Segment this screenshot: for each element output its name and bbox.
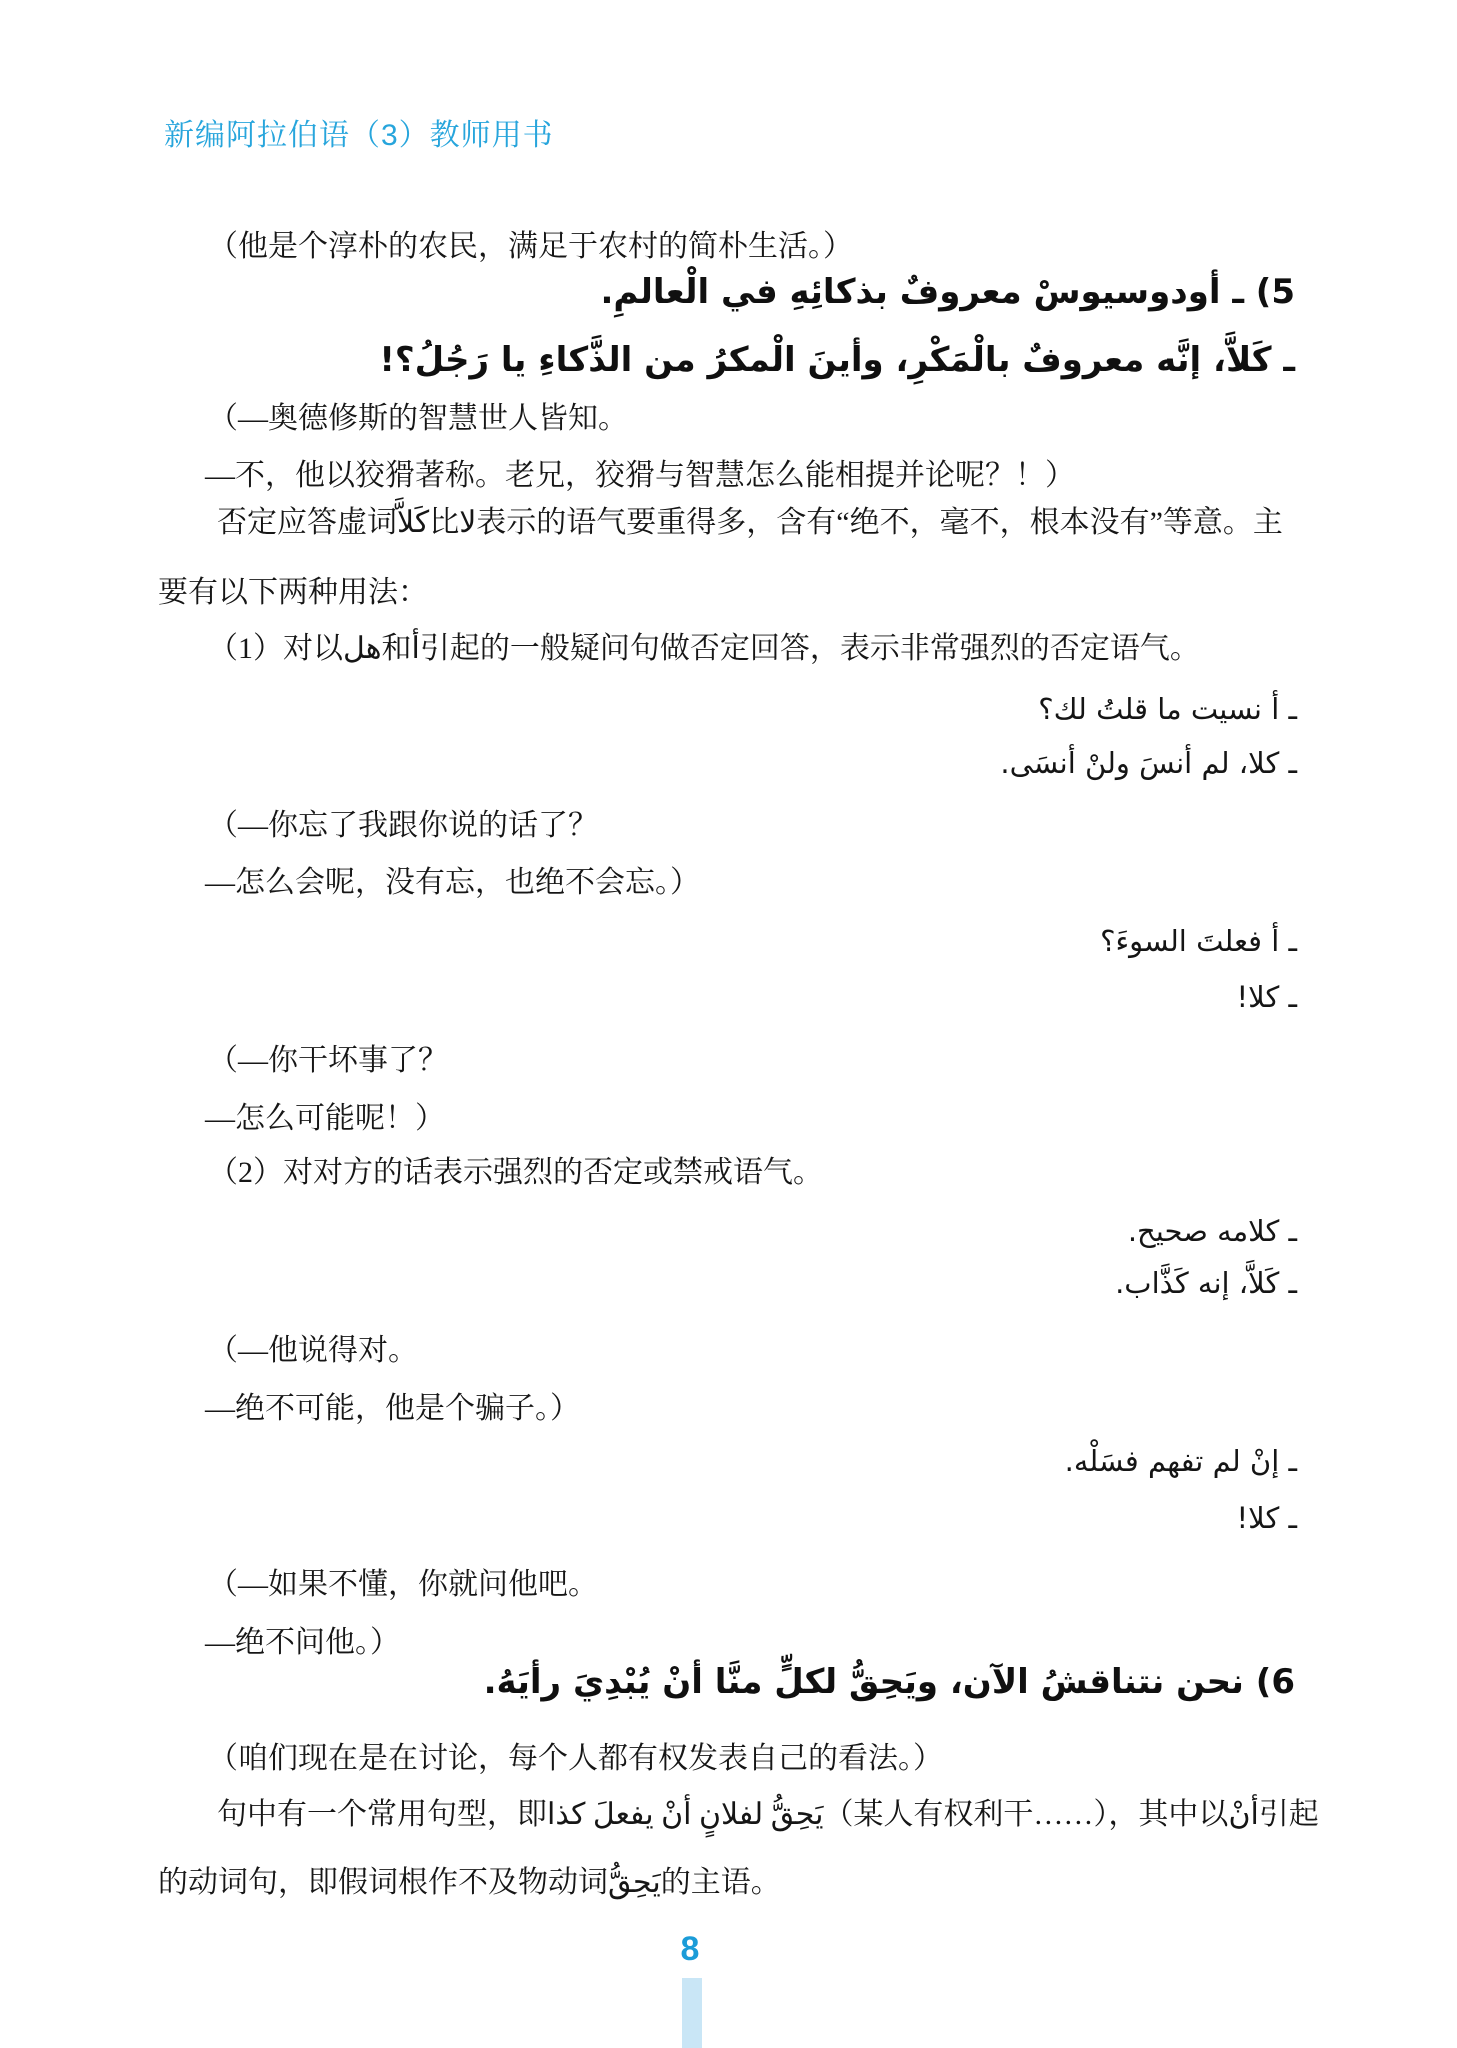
- chinese-translation-line: —怎么会呢，没有忘，也绝不会忘。）: [205, 866, 700, 899]
- chinese-translation-line: —怎么可能呢！）: [205, 1102, 445, 1135]
- arabic-example-line: ـ كَلاَّ، إنه كَذَّاب.: [1115, 1266, 1297, 1300]
- running-header-title: 新编阿拉伯语（3）教师用书: [164, 119, 554, 152]
- chinese-explanation-line: 否定应答虚词كَلاَّ比لا表示的语气要重得多，含有“绝不，毫不，根本没有”等意。主: [217, 506, 1283, 539]
- arabic-example-line: ـ إنْ لم تفهم فسَلْه.: [1064, 1444, 1297, 1478]
- chinese-translation-line: （—他说得对。: [208, 1334, 418, 1367]
- chinese-usage-point-2: （2）对对方的话表示强烈的否定或禁戒语气。: [208, 1156, 823, 1189]
- chinese-explanation-line: 句中有一个常用句型，即يَحِقُّ لفلانٍ أنْ يفعلَ كذا（某人有权利干……），其中以أنْ引起: [217, 1798, 1319, 1831]
- arabic-example-line: ـ كلامه صحيح.: [1127, 1214, 1297, 1248]
- chinese-translation-line: —绝不可能，他是个骗子。）: [205, 1392, 580, 1425]
- chinese-translation-line: —不，他以狡猾著称。老兄，狡猾与智慧怎么能相提并论呢？！）: [205, 459, 1075, 492]
- arabic-example-line: ـ كلا!: [1236, 1501, 1297, 1535]
- arabic-heading-item-6: 6) نحن نتناقشُ الآن، ويَحِقُّ لكلٍّ منَّا أنْ يُبْدِيَ رأيَهُ.: [483, 1662, 1295, 1702]
- chinese-translation-line: （咱们现在是在讨论，每个人都有权发表自己的看法。）: [208, 1742, 943, 1775]
- arabic-example-line: ـ كلا!: [1236, 980, 1297, 1014]
- chinese-translation-line: （—你忘了我跟你说的话了？: [208, 809, 598, 842]
- arabic-example-line: ـ أ فعلتَ السوءَ؟: [1100, 924, 1297, 958]
- chinese-translation-line: （—你干坏事了？: [208, 1044, 448, 1077]
- chinese-explanation-line: 要有以下两种用法：: [158, 576, 428, 609]
- arabic-example-line: ـ أ نسيت ما قلتُ لك؟: [1038, 692, 1297, 726]
- chinese-usage-point-1: （1）对以هل和أ引起的一般疑问句做否定回答，表示非常强烈的否定语气。: [208, 632, 1200, 665]
- arabic-heading-item-5-line-2: ـ كَلاَّ، إنَّه معروفٌ بالْمَكْرِ، وأينَ الْمكرُ من الذَّكاءِ يا رَجُلُ؟!: [379, 340, 1295, 380]
- arabic-example-line: ـ كلا، لم أنسَ ولنْ أنسَى.: [1000, 746, 1297, 780]
- chinese-translation-line: （他是个淳朴的农民，满足于农村的简朴生活。）: [208, 230, 853, 263]
- chinese-translation-line: （—如果不懂，你就问他吧。: [208, 1568, 598, 1601]
- chinese-translation-line: —绝不问他。）: [205, 1626, 400, 1659]
- chinese-explanation-line: 的动词句，即假词根作不及物动词يَحِقُّ的主语。: [158, 1866, 781, 1899]
- arabic-heading-item-5-line-1: 5) ـ أودوسيوسْ معروفٌ بذكائِهِ في الْعالمِ.: [600, 272, 1295, 312]
- chinese-translation-line: （—奥德修斯的智慧世人皆知。: [208, 402, 628, 435]
- footer-accent-bar: [682, 1978, 702, 2048]
- page-number: 8: [680, 1930, 700, 1968]
